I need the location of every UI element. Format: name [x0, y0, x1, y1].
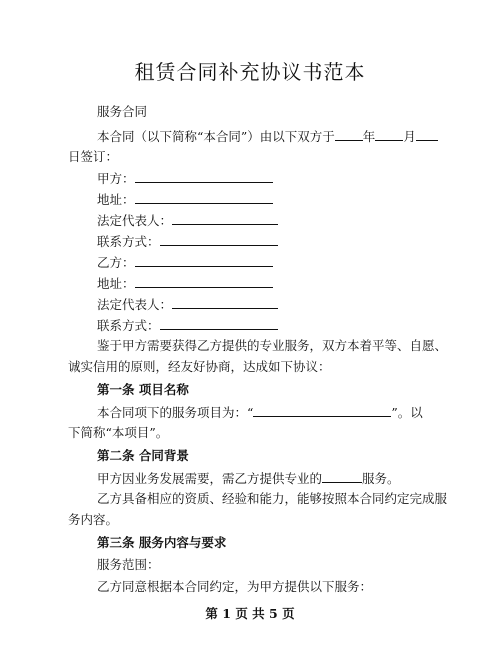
party-b-address-line: 地址：	[97, 275, 273, 292]
article-1-heading: 第一条 项目名称	[97, 382, 189, 397]
party-b-legal-rep-blank	[172, 296, 278, 309]
contract-type-line: 服务合同	[97, 104, 148, 119]
party-b-contact-line: 联系方式：	[97, 317, 278, 334]
party-a-legal-rep-blank	[172, 212, 278, 225]
party-a-line: 甲方：	[97, 170, 273, 187]
party-a-contact-blank	[160, 233, 278, 246]
month-blank	[375, 128, 403, 141]
party-b-blank	[135, 254, 273, 267]
signing-date-line: 本合同（以下简称“本合同”）由以下双方于 年 月	[97, 128, 438, 145]
service-type-blank	[322, 470, 362, 483]
project-name-blank	[253, 404, 391, 417]
background-line-2: 乙方具备相应的资质、经验和能力，能够按照本合同约定完成服	[97, 491, 448, 506]
party-b-address-blank	[135, 275, 273, 288]
background-line-3: 务内容。	[68, 512, 119, 527]
day-blank	[416, 128, 438, 141]
article-3-heading: 第三条 服务内容与要求	[97, 535, 227, 550]
article-2-heading: 第二条 合同背景	[97, 448, 189, 463]
background-line-1: 甲方因业务发展需要，需乙方提供专业的 服务。	[97, 471, 400, 486]
service-scope-text: 乙方同意根据本合同约定，为甲方提供以下服务：	[97, 579, 373, 594]
recital-line-1: 鉴于甲方需要获得乙方提供的专业服务，双方本着平等、自愿、	[97, 338, 448, 353]
service-scope-label: 服务范围：	[97, 557, 160, 572]
year-blank	[335, 128, 363, 141]
party-b-contact-blank	[160, 317, 278, 330]
party-b-line: 乙方：	[97, 254, 273, 271]
party-a-contact-line: 联系方式：	[97, 233, 278, 250]
recital-line-2: 诚实信用的原则，经友好协商，达成如下协议：	[68, 359, 331, 374]
document-title: 租赁合同补充协议书范本	[134, 60, 366, 84]
project-name-line: 本合同项下的服务项目为：“ ”。以	[97, 405, 423, 420]
party-a-address-blank	[135, 191, 273, 204]
party-a-address-line: 地址：	[97, 191, 273, 208]
party-a-blank	[135, 170, 273, 183]
party-a-legal-rep-line: 法定代表人：	[97, 212, 278, 229]
party-b-legal-rep-line: 法定代表人：	[97, 296, 278, 313]
page-footer: 第 1 页 共 5 页	[205, 606, 295, 621]
project-name-continuation: 下简称“本项目”。	[68, 425, 169, 440]
signing-date-continuation: 日签订：	[68, 149, 119, 164]
